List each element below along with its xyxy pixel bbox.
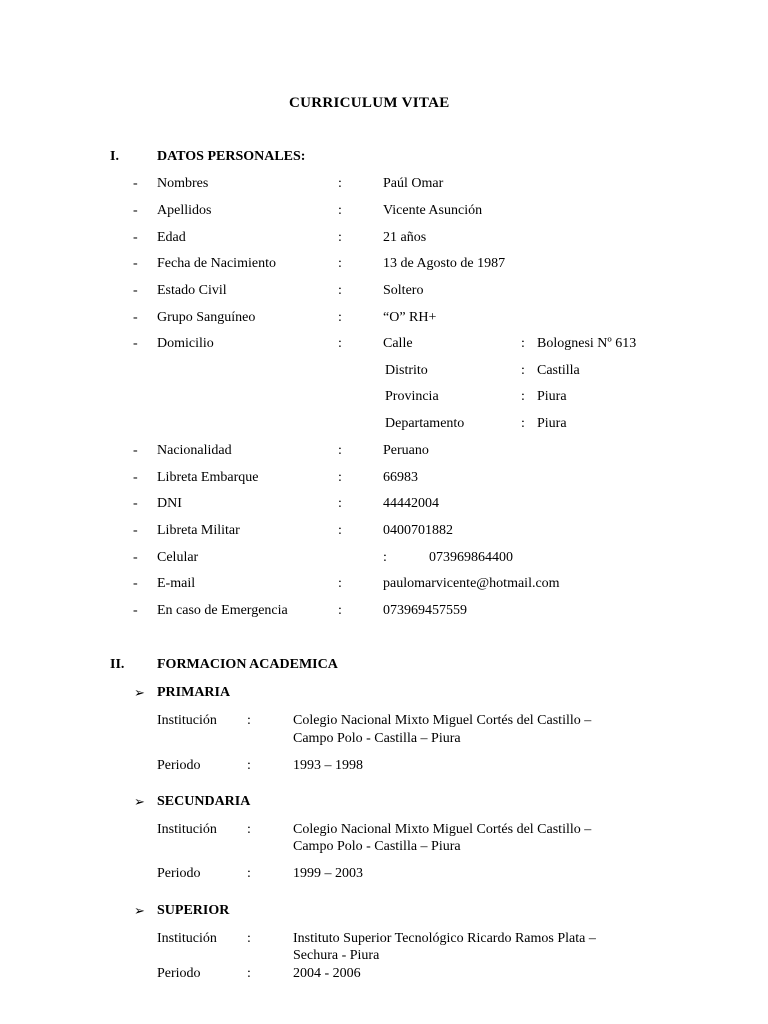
institution-colon: : <box>247 713 251 728</box>
field-value: Paúl Omar <box>383 176 444 191</box>
institution-name-line2: Sechura - Piura <box>293 948 380 963</box>
field-value: 13 de Agosto de 1987 <box>383 256 506 271</box>
period-value: 1999 – 2003 <box>293 866 363 881</box>
field-colon: : <box>338 310 342 325</box>
field-label: Domicilio <box>157 336 214 351</box>
field-colon: : <box>338 283 342 298</box>
field-label: Grupo Sanguíneo <box>157 310 256 325</box>
address-sub-value: Bolognesi Nº 613 <box>537 336 637 351</box>
institution-label: Institución <box>157 931 217 946</box>
institution-colon: : <box>247 822 251 837</box>
field-value: 44442004 <box>383 496 439 511</box>
field-colon: : <box>338 443 342 458</box>
field-label: Apellidos <box>157 203 212 218</box>
arrow-bullet-icon: ➢ <box>134 685 145 700</box>
field-value: 66983 <box>383 470 418 485</box>
field-label: En caso de Emergencia <box>157 603 288 618</box>
section-2-numeral: II. <box>110 657 125 672</box>
field-label: E-mail <box>157 576 196 591</box>
institution-name-line1: Instituto Superior Tecnológico Ricardo Ramos Plata – <box>293 931 596 946</box>
field-value: 073969864400 <box>429 550 513 565</box>
section-2-heading: FORMACION ACADEMICA <box>157 657 338 672</box>
section-1-heading: DATOS PERSONALES: <box>157 149 306 164</box>
bullet-dash: - <box>133 176 138 191</box>
period-colon: : <box>247 758 251 773</box>
institution-name-line2: Campo Polo - Castilla – Piura <box>293 731 461 746</box>
period-colon: : <box>247 966 251 981</box>
field-label: Libreta Embarque <box>157 470 259 485</box>
field-value: 21 años <box>383 230 427 245</box>
period-colon: : <box>247 866 251 881</box>
bullet-dash: - <box>133 256 138 271</box>
institution-name-line2: Campo Polo - Castilla – Piura <box>293 839 461 854</box>
institution-label: Institución <box>157 822 217 837</box>
institution-label: Institución <box>157 713 217 728</box>
arrow-bullet-icon: ➢ <box>134 794 145 809</box>
field-colon: : <box>338 576 342 591</box>
field-label: Celular <box>157 550 199 565</box>
arrow-bullet-icon: ➢ <box>134 903 145 918</box>
bullet-dash: - <box>133 550 138 565</box>
bullet-dash: - <box>133 203 138 218</box>
education-level-title: SECUNDARIA <box>157 794 251 809</box>
bullet-dash: - <box>133 443 138 458</box>
field-label: Nombres <box>157 176 209 191</box>
address-sub-colon: : <box>521 389 525 404</box>
address-sub-colon: : <box>521 363 525 378</box>
period-value: 1993 – 1998 <box>293 758 363 773</box>
field-label: Edad <box>157 230 186 245</box>
bullet-dash: - <box>133 523 138 538</box>
field-value: Vicente Asunción <box>383 203 483 218</box>
address-sub-value: Piura <box>537 389 567 404</box>
bullet-dash: - <box>133 310 138 325</box>
field-value: 073969457559 <box>383 603 467 618</box>
period-label: Periodo <box>157 966 201 981</box>
bullet-dash: - <box>133 230 138 245</box>
document-title: CURRICULUM VITAE <box>289 95 450 111</box>
field-label: Fecha de Nacimiento <box>157 256 276 271</box>
field-label: DNI <box>157 496 182 511</box>
field-label: Estado Civil <box>157 283 227 298</box>
institution-name-line1: Colegio Nacional Mixto Miguel Cortés del Castillo – <box>293 713 592 728</box>
field-colon: : <box>338 176 342 191</box>
education-level-title: PRIMARIA <box>157 685 231 700</box>
address-sub-label: Provincia <box>385 389 439 404</box>
field-value: “O” RH+ <box>383 310 437 325</box>
bullet-dash: - <box>133 603 138 618</box>
address-sub-label: Calle <box>383 336 413 351</box>
bullet-dash: - <box>133 496 138 511</box>
bullet-dash: - <box>133 283 138 298</box>
field-value: Soltero <box>383 283 424 298</box>
address-sub-colon: : <box>521 336 525 351</box>
bullet-dash: - <box>133 576 138 591</box>
field-colon: : <box>338 496 342 511</box>
address-sub-colon: : <box>521 416 525 431</box>
section-1-numeral: I. <box>110 149 119 164</box>
institution-name-line1: Colegio Nacional Mixto Miguel Cortés del Castillo – <box>293 822 592 837</box>
bullet-dash: - <box>133 336 138 351</box>
address-sub-label: Distrito <box>385 363 428 378</box>
period-value: 2004 - 2006 <box>293 966 361 981</box>
field-colon: : <box>338 470 342 485</box>
institution-colon: : <box>247 931 251 946</box>
address-sub-label: Departamento <box>385 416 465 431</box>
field-label: Libreta Militar <box>157 523 240 538</box>
field-value: Peruano <box>383 443 429 458</box>
period-label: Periodo <box>157 866 201 881</box>
field-colon: : <box>383 550 387 565</box>
field-label: Nacionalidad <box>157 443 232 458</box>
address-sub-value: Castilla <box>537 363 580 378</box>
field-colon: : <box>338 603 342 618</box>
field-colon: : <box>338 336 342 351</box>
field-colon: : <box>338 230 342 245</box>
address-sub-value: Piura <box>537 416 567 431</box>
period-label: Periodo <box>157 758 201 773</box>
field-colon: : <box>338 523 342 538</box>
education-level-title: SUPERIOR <box>157 903 230 918</box>
field-colon: : <box>338 203 342 218</box>
bullet-dash: - <box>133 470 138 485</box>
field-colon: : <box>338 256 342 271</box>
field-value: 0400701882 <box>383 523 453 538</box>
field-value: paulomarvicente@hotmail.com <box>383 576 560 591</box>
